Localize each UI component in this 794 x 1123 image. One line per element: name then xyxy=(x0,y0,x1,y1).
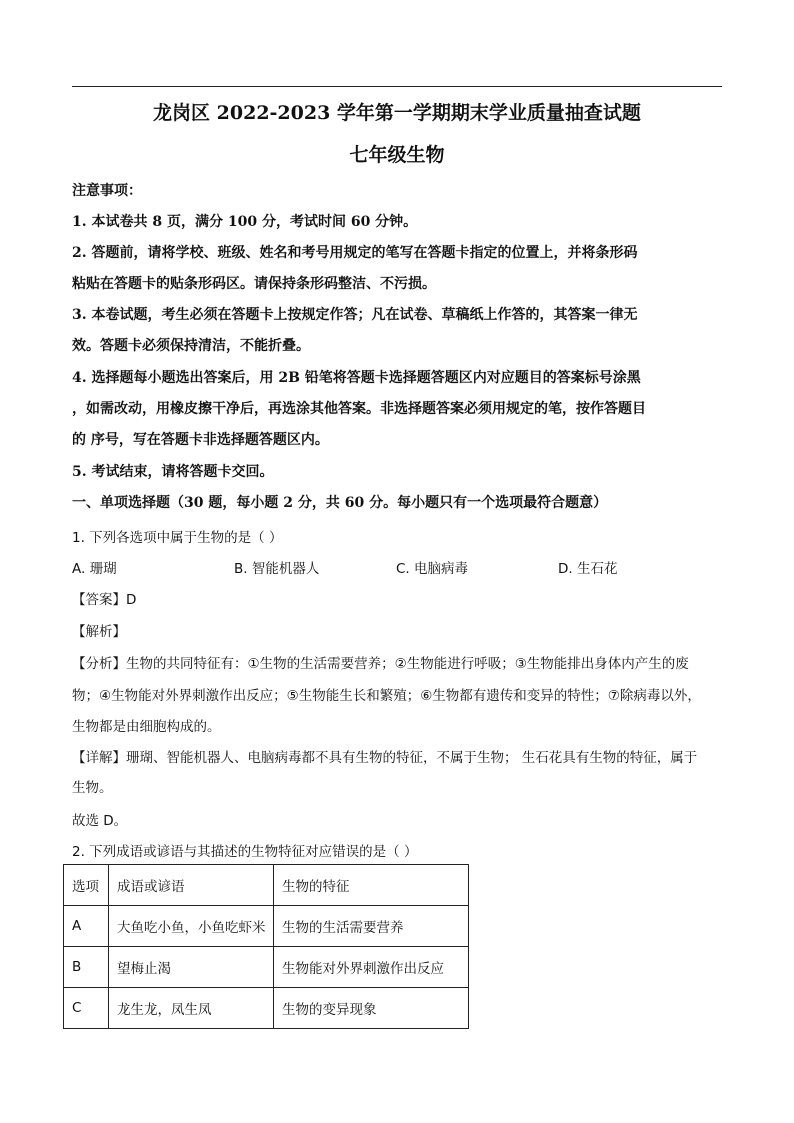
q1-conclusion: 故选 D。 xyxy=(72,813,128,829)
table-cell: A xyxy=(64,906,109,947)
table-header-cell: 选项 xyxy=(64,865,109,906)
q1-analysis-line: 生物都是由细胞构成的。 xyxy=(72,719,221,735)
q2-table xyxy=(63,864,469,1029)
q1-detail-line: 【详解】珊瑚、智能机器人、电脑病毒都不具有生物的特征，不属于生物； 生石花具有生物的特征，属于 xyxy=(72,750,698,766)
table-cell: C xyxy=(64,988,109,1029)
page-subtitle: 七年级生物 xyxy=(349,144,445,166)
note-line: 3. 本卷试题，考生必须在答题卡上按规定作答；凡在试卷、草稿纸上作答的，其答案一律无 xyxy=(72,307,638,323)
table-cell: 龙生龙，凤生凤 xyxy=(109,988,274,1029)
table-cell: 生物的变异现象 xyxy=(274,988,469,1029)
table-cell: 大鱼吃小鱼，小鱼吃虾米 xyxy=(109,906,274,947)
note-line: 1. 本试卷共 8 页，满分 100 分，考试时间 60 分钟。 xyxy=(72,214,418,230)
page-title: 龙岗区 2022-2023 学年第一学期期末学业质量抽查试题 xyxy=(153,102,641,124)
header-rule xyxy=(72,86,722,87)
note-line: 2. 答题前，请将学校、班级、姓名和考号用规定的笔写在答题卡指定的位置上，并将条形码 xyxy=(72,245,638,261)
q1-answer: 【答案】D xyxy=(72,592,137,608)
table-cell: 生物的生活需要营养 xyxy=(274,906,469,947)
table-header-cell: 生物的特征 xyxy=(274,865,469,906)
q1-detail-line: 生物。 xyxy=(72,780,113,796)
note-line: ，如需改动，用橡皮擦干净后，再选涂其他答案。非选择题答案必须用规定的笔，按作答题目 xyxy=(72,401,646,417)
note-line: 粘贴在答题卡的贴条形码区。请保持条形码整洁、不污损。 xyxy=(72,276,436,292)
question-2-stem: 2. 下列成语或谚语与其描述的生物特征对应错误的是（ ） xyxy=(72,844,418,860)
section-heading: 一、单项选择题（30 题，每小题 2 分，共 60 分。每小题只有一个选项最符合题意） xyxy=(72,495,608,511)
note-line: 的 序号，写在答题卡非选择题答题区内。 xyxy=(72,432,329,448)
table-cell: 望梅止渴 xyxy=(109,947,274,988)
table-row xyxy=(64,906,469,947)
note-line: 效。答题卡必须保持清洁，不能折叠。 xyxy=(72,338,310,354)
note-line: 5. 考试结束，请将答题卡交回。 xyxy=(72,464,274,480)
q1-option-d: D. 生石花 xyxy=(558,561,618,577)
note-line: 4. 选择题每小题选出答案后，用 2B 铅笔将答题卡选择题答题区内对应题目的答案标号涂黑 xyxy=(72,370,641,386)
q1-analysis-line: 【分析】生物的共同特征有：①生物的生活需要营养；②生物能进行呼吸；③生物能排出身体内产生的废 xyxy=(72,656,689,672)
table-cell: 生物能对外界刺激作出反应 xyxy=(274,947,469,988)
q1-analysis-label: 【解析】 xyxy=(72,624,126,640)
q1-option-b: B. 智能机器人 xyxy=(234,561,320,577)
q1-option-a: A. 珊瑚 xyxy=(72,561,117,577)
table-header-row xyxy=(64,865,469,906)
notes-heading: 注意事项： xyxy=(72,183,142,199)
table-cell: B xyxy=(64,947,109,988)
q1-analysis-line: 物；④生物能对外界刺激作出反应；⑤生物能生长和繁殖；⑥生物都有遗传和变异的特性；⑦除病毒以外， xyxy=(72,688,701,704)
table-row xyxy=(64,947,469,988)
question-1-stem: 1. 下列各选项中属于生物的是（ ） xyxy=(72,530,283,546)
q1-option-c: C. 电脑病毒 xyxy=(396,561,469,577)
table-header-cell: 成语或谚语 xyxy=(109,865,274,906)
table-row xyxy=(64,988,469,1029)
